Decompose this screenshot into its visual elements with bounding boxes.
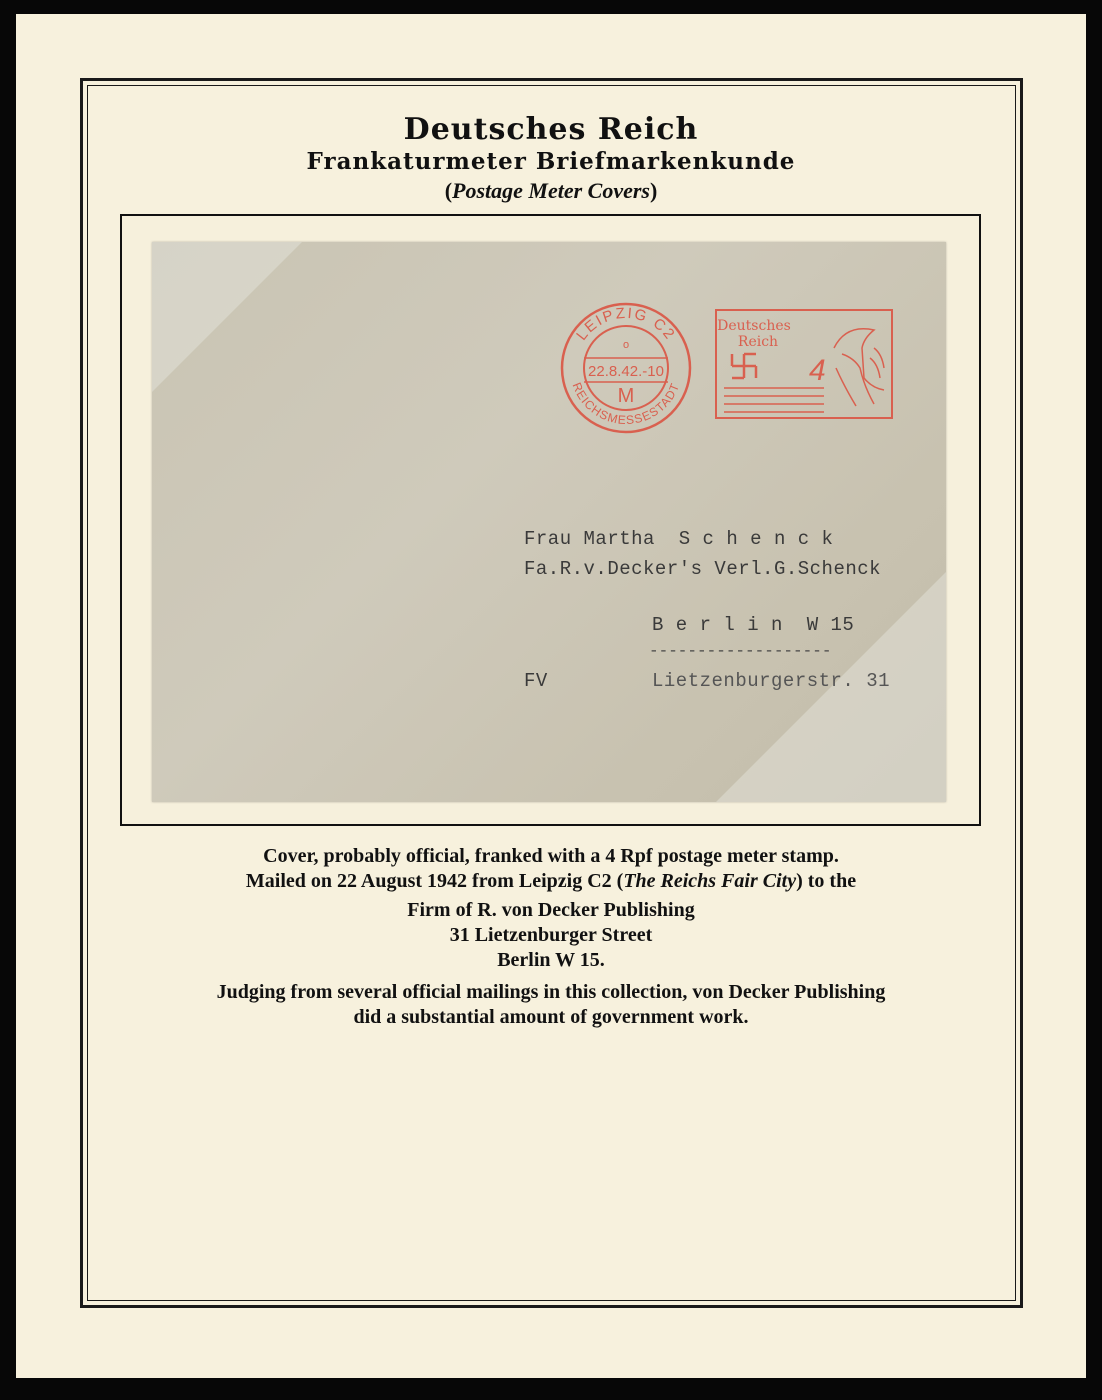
address-fv: FV: [524, 670, 548, 692]
caption-italic: The Reichs Fair City: [623, 870, 797, 892]
address-underline: -------------------: [649, 642, 832, 660]
caption-address-2: 31 Lietzenburger Street: [449, 924, 653, 946]
caption-address-3: Berlin W 15.: [497, 949, 605, 971]
postmark-code: o: [622, 339, 630, 351]
postmark-letter: M: [617, 385, 635, 407]
meter-value: 4: [809, 354, 826, 387]
caption-line-1: Cover, probably official, franked with a 4 Rpf postage meter stamp.: [263, 845, 839, 867]
meter-stamp: [714, 308, 894, 420]
album-page: [16, 14, 1086, 1378]
caption-note-2: did a substantial amount of government work.: [353, 1006, 749, 1028]
postmark-stamp: [556, 298, 696, 438]
caption-address-1: Firm of R. von Decker Publishing: [407, 899, 695, 921]
envelope: [152, 242, 946, 802]
address-line-2: Fa.R.v.Decker's Verl.G.Schenck: [524, 558, 882, 580]
meter-line1: Deutsches: [717, 318, 791, 334]
eagle-icon: [834, 329, 884, 406]
page-title: Deutsches Reich: [403, 112, 699, 147]
caption-note-1: Judging from several official mailings in this collection, von Decker Publishing: [216, 981, 886, 1003]
postmark-date: 22.8.42.-10: [588, 363, 664, 380]
page-subtitle: Frankaturmeter Briefmarkenkunde: [306, 148, 796, 175]
meter-line2: Reich: [737, 334, 779, 350]
address-line-1: Frau Martha S c h e n c k: [524, 528, 834, 550]
translation-text: Postage Meter Covers: [452, 178, 650, 203]
mount-corner-top-left: [152, 242, 342, 432]
address-line-4: Lietzenburgerstr. 31: [652, 670, 891, 692]
caption-line-2: Mailed on 22 August 1942 from Leipzig C2 (The Reichs Fair City) to the: [245, 870, 857, 892]
address-line-3: B e r l i n W 15: [652, 614, 855, 636]
postmark-slogan: REICHSMESSESTADT: [569, 380, 683, 428]
swastika-icon: [732, 354, 756, 378]
meter-lines: [724, 388, 824, 412]
page-translation: (Postage Meter Covers): [444, 178, 658, 203]
postmark-city: LEIPZIG C2: [573, 304, 679, 344]
